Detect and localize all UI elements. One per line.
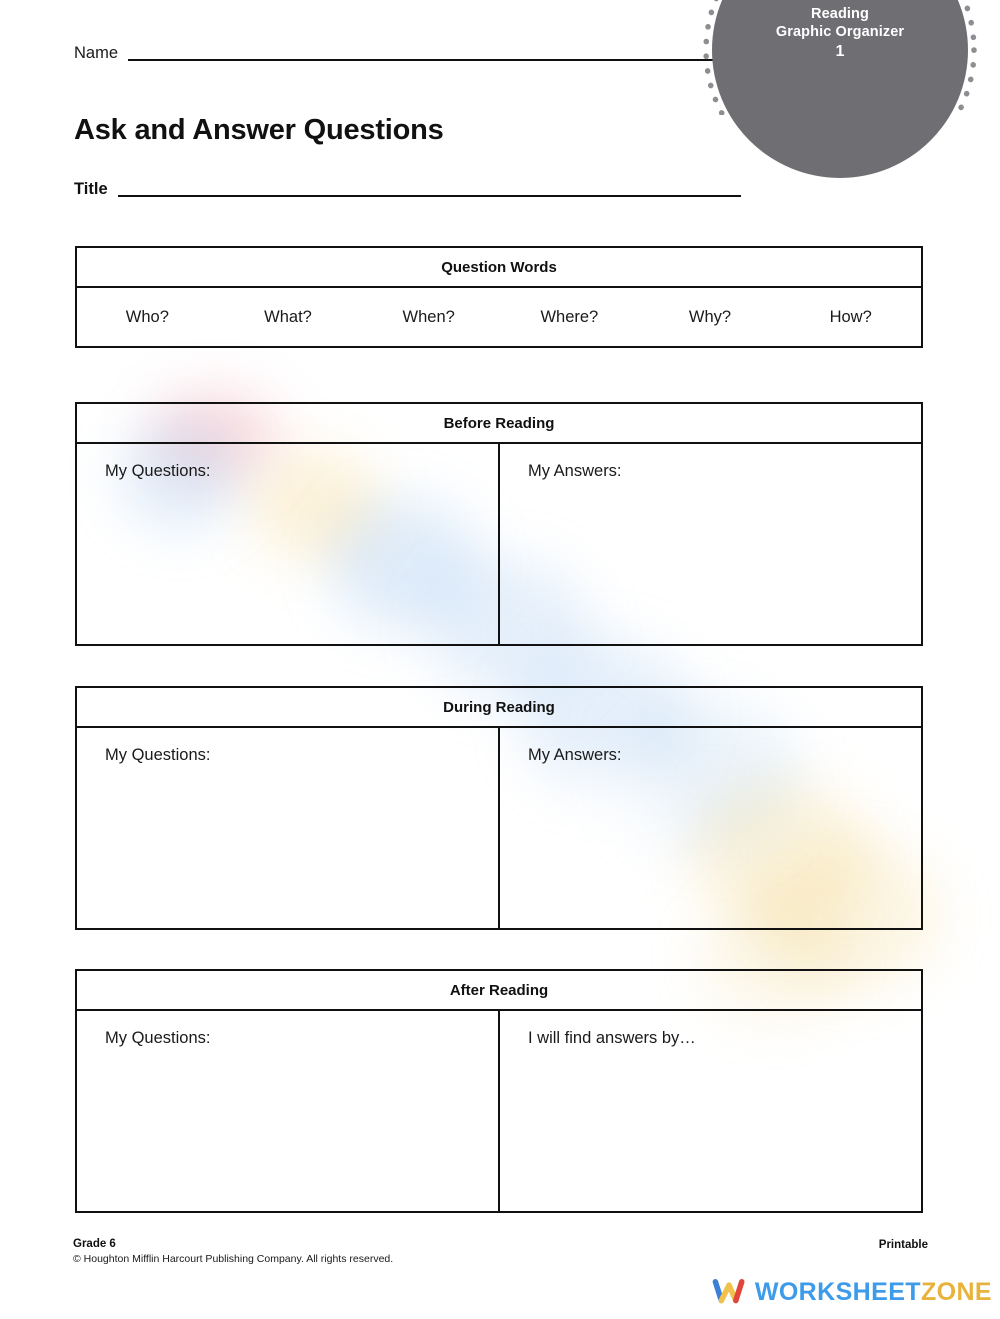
before-reading-box bbox=[75, 402, 923, 646]
after-reading-find-answers-label: I will find answers by… bbox=[528, 1029, 696, 1047]
after-reading-box bbox=[75, 969, 923, 1213]
title-field-row bbox=[74, 180, 741, 201]
brand-zone-text: ZONE bbox=[920, 1277, 992, 1306]
title-label: Title bbox=[74, 180, 108, 198]
before-reading-heading: Before Reading bbox=[77, 404, 921, 444]
before-reading-body bbox=[77, 444, 921, 644]
before-reading-answers-cell[interactable] bbox=[498, 444, 921, 644]
title-write-line[interactable] bbox=[118, 195, 741, 197]
printable-label: Printable bbox=[878, 1239, 928, 1251]
during-reading-answers-cell[interactable] bbox=[498, 728, 921, 928]
question-word-what: What? bbox=[264, 307, 312, 326]
badge-line-1: Reading bbox=[811, 6, 869, 22]
brand-worksheet-text: WORKSHEET bbox=[754, 1277, 921, 1306]
name-label: Name bbox=[74, 44, 119, 62]
badge-line-2: Graphic Organizer bbox=[775, 23, 905, 40]
question-word-where: Where? bbox=[540, 307, 599, 326]
after-reading-body bbox=[77, 1011, 921, 1211]
before-reading-questions-label: My Questions: bbox=[105, 462, 211, 480]
during-reading-heading: During Reading bbox=[77, 688, 921, 728]
before-reading-answers-label: My Answers: bbox=[528, 462, 622, 480]
badge-number: 1 bbox=[835, 43, 845, 61]
question-words-box bbox=[75, 246, 923, 348]
during-reading-box bbox=[75, 686, 923, 930]
footer-left bbox=[73, 1238, 393, 1265]
question-word-when: When? bbox=[402, 307, 455, 326]
worksheetzone-logo[interactable] bbox=[712, 1277, 992, 1307]
during-reading-questions-cell[interactable] bbox=[77, 728, 498, 928]
name-write-line[interactable] bbox=[128, 59, 714, 61]
after-reading-questions-label: My Questions: bbox=[105, 1029, 211, 1047]
badge-text bbox=[712, 6, 968, 62]
before-reading-questions-cell[interactable] bbox=[77, 444, 498, 644]
worksheetzone-w-icon bbox=[712, 1277, 746, 1307]
reading-graphic-organizer-badge bbox=[700, 0, 980, 115]
question-word-why: Why? bbox=[688, 307, 732, 326]
page-title: Ask and Answer Questions bbox=[74, 114, 444, 146]
copyright-text: © Houghton Mifflin Harcourt Publishing Company. All rights reserved. bbox=[73, 1253, 394, 1265]
question-words-row bbox=[77, 288, 921, 346]
grade-label: Grade 6 bbox=[73, 1238, 116, 1250]
during-reading-answers-label: My Answers: bbox=[528, 746, 622, 764]
name-field-row bbox=[74, 44, 714, 65]
after-reading-heading: After Reading bbox=[77, 971, 921, 1011]
during-reading-questions-label: My Questions: bbox=[105, 746, 211, 764]
brand-wordmark bbox=[754, 1277, 992, 1306]
question-words-heading: Question Words bbox=[77, 248, 921, 288]
after-reading-find-answers-cell[interactable] bbox=[498, 1011, 921, 1211]
after-reading-questions-cell[interactable] bbox=[77, 1011, 498, 1211]
question-word-who: Who? bbox=[125, 307, 169, 326]
during-reading-body bbox=[77, 728, 921, 928]
question-word-how: How? bbox=[829, 307, 872, 326]
